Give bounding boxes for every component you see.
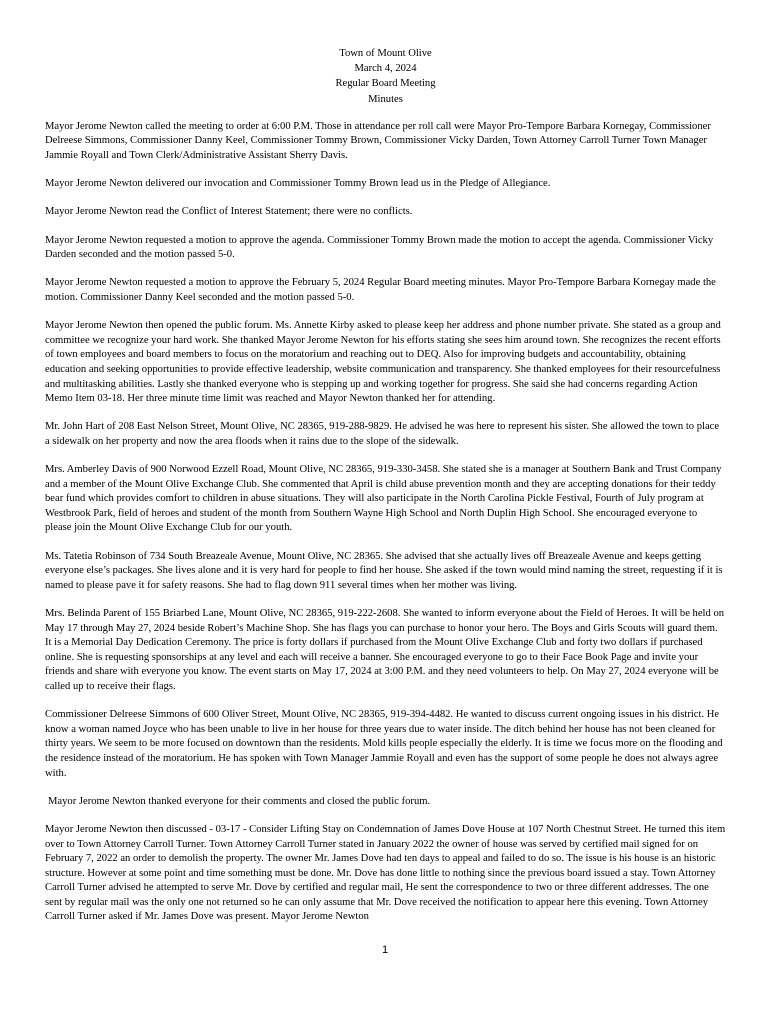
header-town-name: Town of Mount Olive xyxy=(339,48,432,59)
paragraph-conflict-of-interest: Mayor Jerome Newton read the Conflict of Interest Statement; there were no conflicts. xyxy=(45,206,413,218)
paragraph-call-to-order: Mayor Jerome Newton called the meeting to order at 6:00 P.M. Those in attendance per roll call were Mayor Pro-Tempore Barbara Kornegay, Commissioner Delreese Simmons, Commissioner Danny Keel, Commissioner Tommy Brown, Commissioner Vicky Darden, Town Attorney Carroll Turner Town Manager Jammie Royall and Town Clerk/Administrative Assistant Sherry Davis. xyxy=(45,120,711,161)
paragraph-agenda-approval: Mayor Jerome Newton requested a motion to approve the agenda. Commissioner Tommy Brown made the motion to accept the agenda. Commissioner Vicky Darden seconded and the motion passed 5-0. xyxy=(45,234,714,261)
paragraph-public-forum-parent: Mrs. Belinda Parent of 155 Briarbed Lane, Mount Olive, NC 28365, 919-222-2608. She wanted to inform everyone about the Field of Heroes. It will be held on May 17 through May 27, 2024 beside Robert’s Machine Shop. She has flags you can purchase to honor your hero. The Boys and Girls Scouts will guard them. It is a Memorial Day Dedication Ceremony. The price is forty dollars if purchased from the Mount Olive Exchange Club and forty two dollars if purchased online. She is requesting sponsorships at any level and each will receive a banner. She encouraged everyone to go to their Face Book Page and invite your friends and share with everyone you know. The event starts on May 17, 2024 at 3:00 P.M. and they need volunteers to help. On May 27, 2024 everyone will be called up to receive their flags. xyxy=(45,608,725,692)
paragraph-public-forum-kirby: Mayor Jerome Newton then opened the public forum. Ms. Annette Kirby asked to please keep her address and phone number private. She stated as a group and committee we recognize your hard work. She thanked Mayor Jerome Newton for his efforts stating she sees him around town. She recognizes the recent efforts of town employees and board members to focus on the moratorium and reaching out to DEQ. Also for improving budgets and accountability, obtaining education and seeking opportunities to provide effective leadership, website communication and transparency. She thanked employees for their resourcefulness and multitasking abilities. Lastly she thanked everyone who is stepping up and working together for progress. She said she had concerns regarding Action Memo Item 03-18. Her three minute time limit was reached and Mayor Newton thanked her for attending. xyxy=(45,320,721,405)
page-number: 1 xyxy=(381,944,389,956)
paragraph-minutes-approval: Mayor Jerome Newton requested a motion to approve the February 5, 2024 Regular Board meeting minutes. Mayor Pro-Tempore Barbara Kornegay made the motion. Commissioner Danny Keel seconded and the motion passed 5-0. xyxy=(45,277,716,303)
header-date: March 4, 2024 xyxy=(354,63,417,75)
paragraph-public-forum-hart: Mr. John Hart of 208 East Nelson Street, Mount Olive, NC 28365, 919-288-9829. He advised he was here to represent his sister. She allowed the town to place a sidewalk on her property and now the area floods when it rains due to the slope of the sidewalk. xyxy=(45,421,720,447)
paragraph-item-03-17: Mayor Jerome Newton then discussed - 03-17 - Consider Lifting Stay on Condemnation of James Dove House at 107 North Chestnut Street. He turned this item over to Town Attorney Carroll Turner. Town Attorney Carroll Turner stated in January 2022 the owner of house was served by certified mail signed for on February 7, 2022 an order to demolish the property. The owner Mr. James Dove had ten days to appeal and failed to do so. The issue is his house is an historic structure. However at some point and time something must be done. Mr. Dove has done little to nothing since the previous board issued a stay. Town Attorney Carroll Turner advised he attempted to serve Mr. Dove by certified and regular mail, He sent the correspondence to two or three different addresses. The one sent by regular mail was the only one not returned so he can only assume that Mr. Dove received the notification to appear here this evening. Town Attorney Carroll Turner asked if Mr. James Dove was present. Mayor Jerome Newton xyxy=(45,823,726,923)
header-meeting-type: Regular Board Meeting xyxy=(335,78,436,90)
paragraph-forum-closed: Mayor Jerome Newton thanked everyone for their comments and closed the public forum. xyxy=(48,795,431,807)
paragraph-invocation: Mayor Jerome Newton delivered our invocation and Commissioner Tommy Brown lead us in the Pledge of Allegiance. xyxy=(45,178,551,190)
paragraph-public-forum-simmons: Commissioner Delreese Simmons of 600 Oliver Street, Mount Olive, NC 28365, 919-394-4482. He wanted to discuss current ongoing issues in his district. He know a woman named Joyce who has been unable to live in her house for three years due to water inside. The ditch behind her house has not been cleaned for thirty years. We seem to be more focused on downtown than the residents. Mold kills people especially the elderly. It is time we focus more on the flooding and the residence instead of the moratorium. He has spoken with Town Manager Jammie Royall and even has the support of some people he does not always agree with. xyxy=(45,709,723,779)
document-page xyxy=(45,46,726,939)
header-title: Minutes xyxy=(368,93,403,105)
document-header xyxy=(45,46,726,107)
paragraph-public-forum-davis: Mrs. Amberley Davis of 900 Norwood Ezzell Road, Mount Olive, NC 28365, 919-330-3458. She stated she is a manager at Southern Bank and Trust Company and a member of the Mount Olive Exchange Club. She commented that April is child abuse prevention month and they are accepting donations for their teddy bear fund which provides comfort to children in abuse situations. They will also participate in the North Carolina Pickle Festival, Fourth of July program at Westbrook Park, field of heroes and student of the month from Southern Wayne High School and North Duplin High School. She encouraged everyone to please join the Mount Olive Exchange Club for our youth. xyxy=(45,464,722,534)
paragraph-public-forum-robinson: Ms. Tatetia Robinson of 734 South Breazeale Avenue, Mount Olive, NC 28365. She advised that she actually lives off Breazeale Avenue and keeps getting everyone else’s packages. She lives alone and it is very hard for people to find her house. She asked if the town would mind naming the street, requesting if it is named to please pave it for safety reasons. She had to flag down 911 several times when her mother was living. xyxy=(45,550,723,591)
